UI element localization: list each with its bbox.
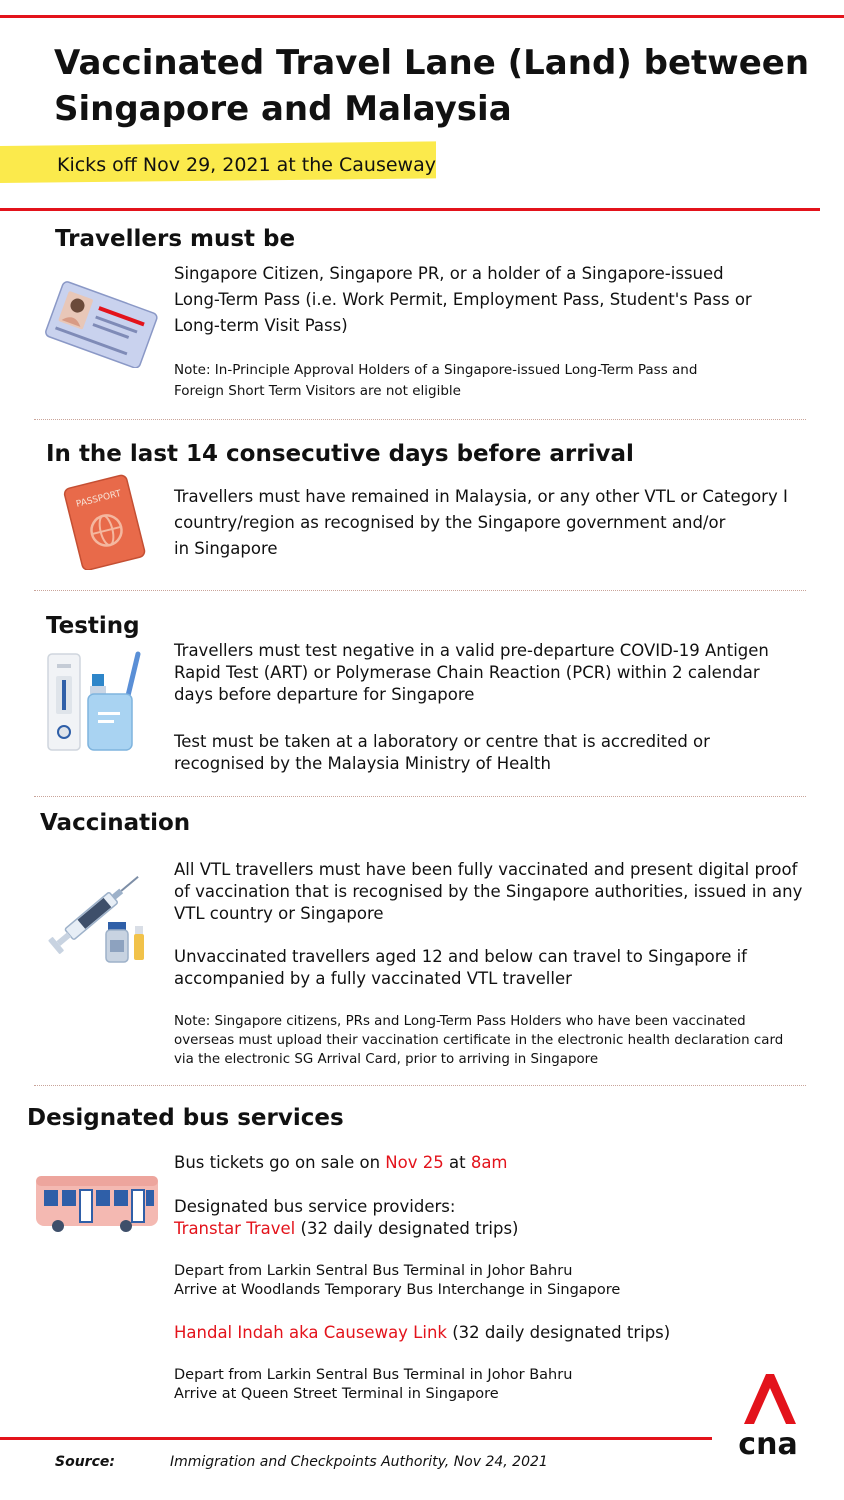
passport-icon xyxy=(62,470,152,570)
title-line-2: Singapore and Malaysia xyxy=(54,89,512,129)
last-14-line-3: in Singapore xyxy=(174,539,278,558)
travellers-line-1: Singapore Citizen, Singapore PR, or a holder of a Singapore-issued xyxy=(174,264,724,283)
bus-providers-label: Designated bus service providers: xyxy=(174,1197,456,1216)
travellers-line-2: Long-Term Pass (i.e. Work Permit, Employment Pass, Student's Pass or xyxy=(174,290,752,309)
test-kit-icon xyxy=(42,648,152,758)
last-14-days-text xyxy=(174,484,788,562)
vaccination-note-line-2: overseas must upload their vaccination certificate in the electronic health declaration card xyxy=(174,1033,784,1048)
provider-2-route xyxy=(174,1366,572,1404)
travellers-text xyxy=(174,261,752,339)
section-heading-bus-services: Designated bus services xyxy=(27,1105,344,1131)
provider-2-line xyxy=(174,1322,670,1344)
last-14-line-1: Travellers must have remained in Malaysia, or any other VTL or Category I xyxy=(174,487,788,506)
travellers-line-3: Long-term Visit Pass) xyxy=(174,316,348,335)
testing-line-4: Test must be taken at a laboratory or centre that is accredited or xyxy=(174,732,710,751)
vaccination-text-1 xyxy=(174,859,802,925)
testing-line-2: Rapid Test (ART) or Polymerase Chain Reaction (PCR) within 2 calendar xyxy=(174,663,760,682)
provider-1-route xyxy=(174,1262,620,1300)
testing-line-1: Travellers must test negative in a valid pre-departure COVID-19 Antigen xyxy=(174,641,769,660)
bus-tickets-at: at xyxy=(448,1153,466,1172)
vaccination-text-2 xyxy=(174,946,747,990)
source-text: Immigration and Checkpoints Authority, Nov 24, 2021 xyxy=(170,1454,548,1470)
divider-3 xyxy=(34,796,806,797)
vaccination-line-3: VTL country or Singapore xyxy=(174,904,384,923)
cna-logo-text: cna xyxy=(738,1427,798,1458)
testing-line-3: days before departure for Singapore xyxy=(174,685,475,704)
testing-text-1 xyxy=(174,640,769,706)
footer-red-rule xyxy=(0,1437,712,1440)
divider-4 xyxy=(34,1085,806,1086)
subtitle: Kicks off Nov 29, 2021 at the Causeway xyxy=(57,154,436,176)
section-heading-last-14-days: In the last 14 consecutive days before arrival xyxy=(46,441,634,467)
provider-2-name: Handal Indah aka Causeway Link xyxy=(174,1323,447,1342)
testing-text-2 xyxy=(174,731,710,775)
vaccination-line-4: Unvaccinated travellers aged 12 and below can travel to Singapore if xyxy=(174,947,747,966)
cna-logo xyxy=(730,1372,806,1458)
passport-label: PASSPORT xyxy=(75,488,123,510)
divider-1 xyxy=(34,419,806,420)
last-14-line-2: country/region as recognised by the Singapore government and/or xyxy=(174,513,726,532)
provider-2-trips: (32 daily designated trips) xyxy=(452,1323,671,1342)
section-heading-testing: Testing xyxy=(46,613,140,639)
vaccination-line-2: of vaccination that is recognised by the Singapore authorities, issued in any xyxy=(174,882,803,901)
vaccination-note-line-3: via the electronic SG Arrival Card, prior to arriving in Singapore xyxy=(174,1052,599,1067)
vaccination-line-5: accompanied by a fully vaccinated VTL traveller xyxy=(174,969,572,988)
vaccination-note xyxy=(174,1012,783,1069)
bus-icon xyxy=(32,1172,162,1234)
title-line-1: Vaccinated Travel Lane (Land) between xyxy=(54,43,810,83)
provider-2-depart: Depart from Larkin Sentral Bus Terminal in Johor Bahru xyxy=(174,1367,573,1383)
bus-tickets-prefix: Bus tickets go on sale on xyxy=(174,1153,381,1172)
travellers-note-line-2: Foreign Short Term Visitors are not eligible xyxy=(174,383,461,399)
header-red-rule xyxy=(0,208,820,211)
section-heading-vaccination: Vaccination xyxy=(40,810,191,836)
bus-tickets-date: Nov 25 xyxy=(385,1153,444,1172)
top-red-rule xyxy=(0,15,844,18)
provider-1-trips: (32 daily designated trips) xyxy=(300,1219,519,1238)
provider-1-name: Transtar Travel xyxy=(174,1219,296,1238)
travellers-note-line-1: Note: In-Principle Approval Holders of a Singapore-issued Long-Term Pass and xyxy=(174,362,698,378)
testing-line-5: recognised by the Malaysia Ministry of Health xyxy=(174,754,551,773)
vaccination-note-line-1: Note: Singapore citizens, PRs and Long-Term Pass Holders who have been vaccinated xyxy=(174,1014,746,1029)
page-title xyxy=(54,40,824,132)
source-label: Source: xyxy=(55,1454,115,1470)
bus-tickets-line xyxy=(174,1152,508,1174)
section-heading-travellers: Travellers must be xyxy=(55,226,296,252)
vaccination-line-1: All VTL travellers must have been fully vaccinated and present digital proof xyxy=(174,860,798,879)
bus-providers-block xyxy=(174,1196,519,1240)
travellers-note xyxy=(174,360,697,402)
provider-1-depart: Depart from Larkin Sentral Bus Terminal in Johor Bahru xyxy=(174,1263,573,1279)
syringe-vial-icon xyxy=(38,858,158,968)
divider-2 xyxy=(34,590,806,591)
provider-2-arrive: Arrive at Queen Street Terminal in Singapore xyxy=(174,1386,499,1402)
bus-tickets-time: 8am xyxy=(470,1153,508,1172)
provider-1-arrive: Arrive at Woodlands Temporary Bus Interchange in Singapore xyxy=(174,1282,621,1298)
id-card-icon xyxy=(42,278,162,368)
